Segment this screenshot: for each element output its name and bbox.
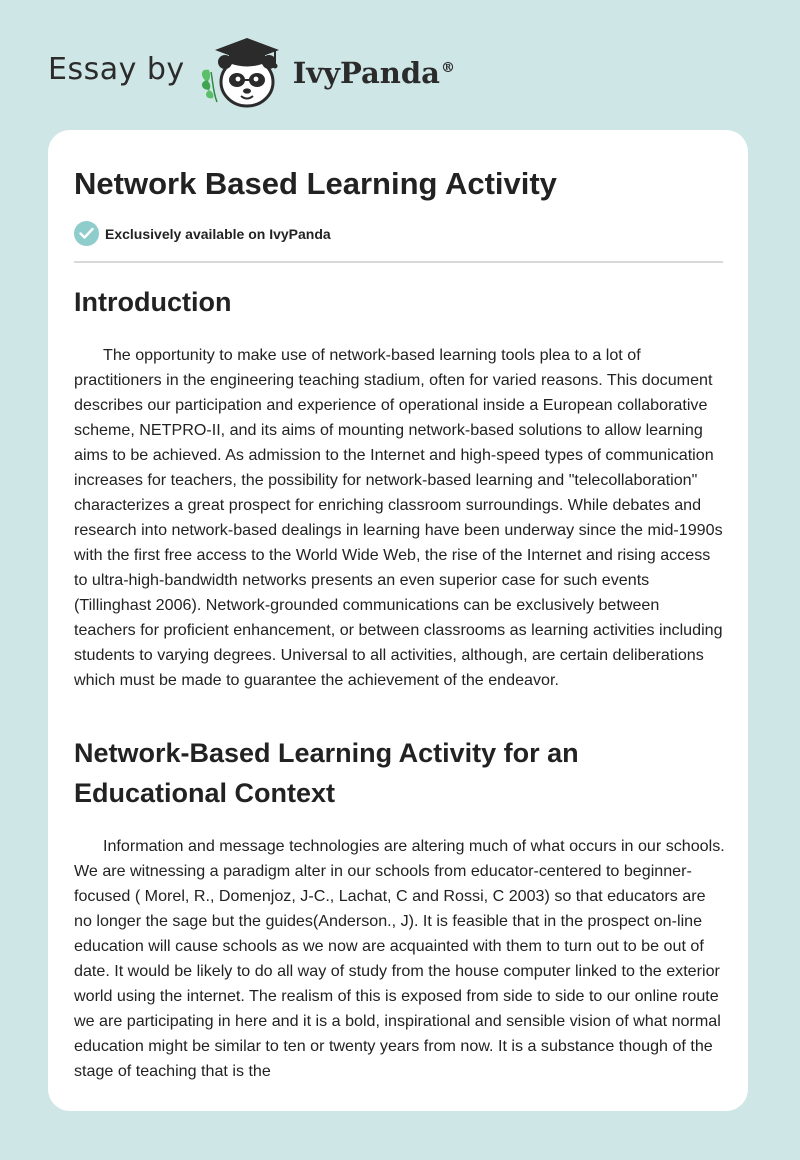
divider xyxy=(74,261,723,263)
section-paragraph-introduction: The opportunity to make use of network-based learning tools plea to a lot of practitioners in the engineering teaching stadium, often for varied reasons. This document describes our participation and experience of operational inside a European collaborative scheme, NETPRO-II, and its aims of mounting network-based solutions to allow learning aims to be achieved. As admission to the Internet and high-speed types of communication increases for teachers, the possibility for network-based learning and "telecollaboration" characterizes a great prospect for enriching classroom surroundings. While debates and research into network-based dealings in learning have been underway since the mid-1990s with the first free access to the World Wide Web, the rise of the Internet and rising access to ultra-high-bandwidth networks presents an even superior case for such events (Tillinghast 2006). Network-grounded communications can be exclusively between teachers for proficient enhancement, or between classrooms as learning activities including students to varying degrees. Universal to all activities, although, are certain deliberations which must be made to guarantee the achievement of the endeavor. xyxy=(74,346,723,689)
brand-header xyxy=(48,30,455,110)
exclusive-badge xyxy=(74,221,331,246)
essay-card xyxy=(48,130,748,1111)
panda-graduation-cap-logo-icon xyxy=(197,30,289,110)
page-title: Network Based Learning Activity xyxy=(74,166,557,201)
section-heading-introduction: Introduction xyxy=(74,287,232,317)
section-paragraph-educational-context: Information and message technologies are altering much of what occurs in our schools. We are witnessing a paradigm alter in our schools from educator-centered to beginner-focused ( Morel, R., Domenjoz, J-C., Lachat, C and Rossi, C 2003) so that educators are no longer the sage but the guides(Anderson., J). It is feasible that in the prospect on-line education will cause schools as we now are acquainted with them to turn out to be out of date. It would be likely to do all way of study from the house computer linked to the exterior world using the internet. The realism of this is exposed from side to side to our online route we are participating in here and it is a bold, inspirational and sensible vision of what normal education might be similar to ten or twenty years from now. It is a substance though of the stage of teaching that is the xyxy=(74,837,725,1080)
section-heading-educational-context: Network-Based Learning Activity for an Educational Context xyxy=(74,738,579,808)
check-circle-icon xyxy=(74,221,99,246)
brand-prefix: Essay by xyxy=(48,51,185,87)
registered-mark: ® xyxy=(440,60,455,77)
exclusive-label: Exclusively available on IvyPanda xyxy=(105,225,331,242)
brand-name: IvyPanda® xyxy=(292,56,455,90)
